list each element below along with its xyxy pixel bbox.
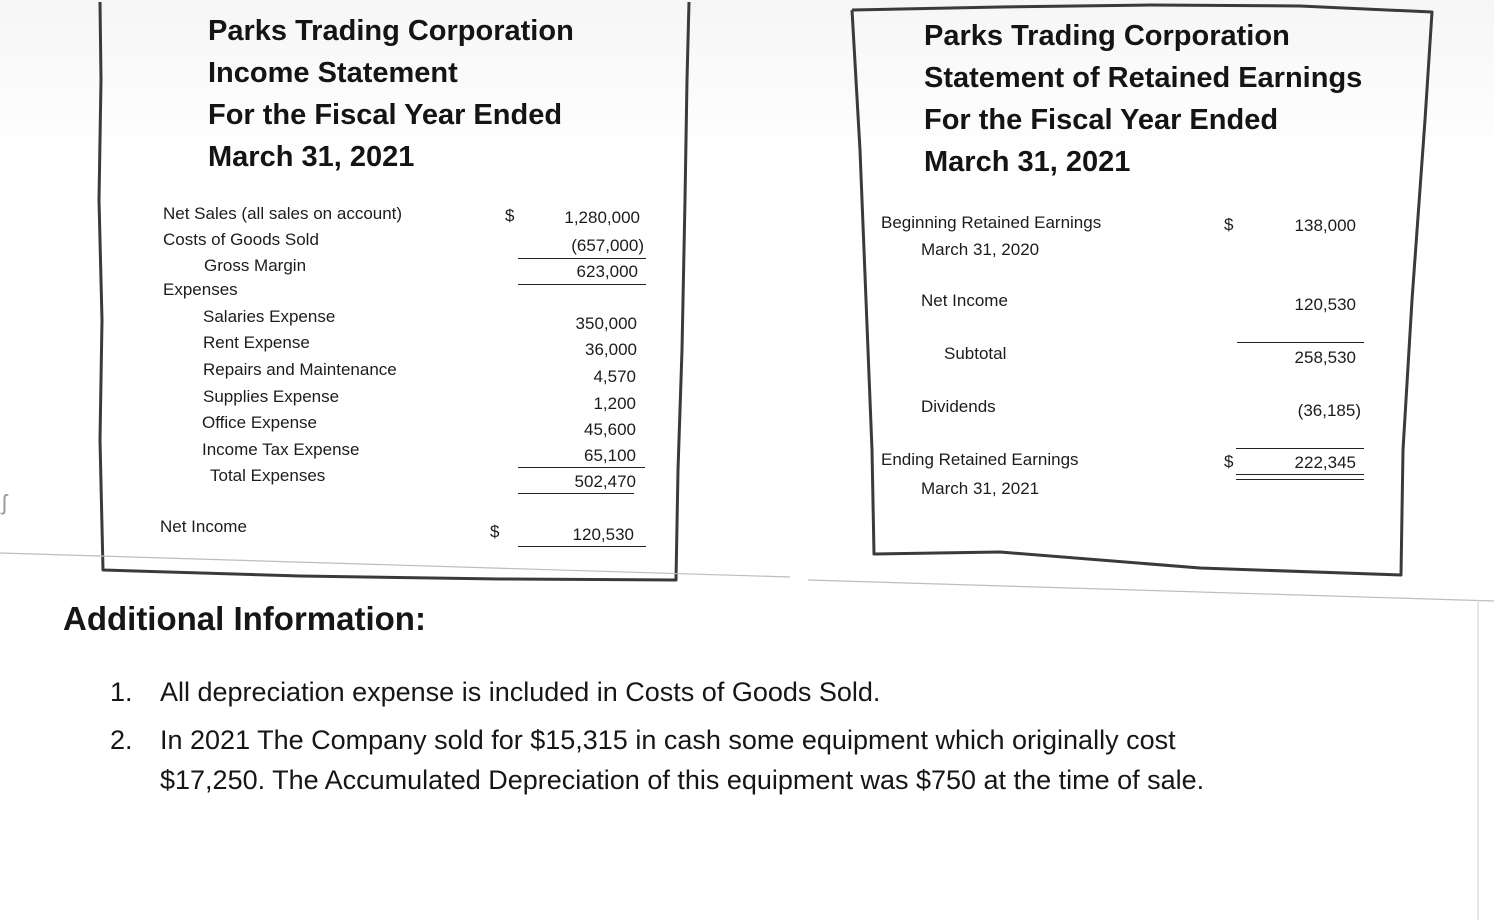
- dividends-underline: [1236, 448, 1364, 449]
- total-expenses-underline: [518, 493, 634, 494]
- income-statement-title: [208, 10, 574, 178]
- net-sales-amount: 1,280,000: [564, 208, 640, 227]
- net-income-underline: [1237, 342, 1364, 343]
- ending-re-date: March 31, 2021: [921, 479, 1040, 498]
- net-income-underline: [518, 546, 646, 547]
- cogs-underline: [518, 258, 646, 259]
- period-date: March 31, 2021: [924, 146, 1131, 178]
- scan-edge-mark: ʃ: [2, 490, 7, 515]
- company-name: Parks Trading Corporation: [924, 20, 1290, 52]
- expense-amount: 65,100: [584, 446, 636, 465]
- net-sales-dollar: $: [505, 206, 515, 225]
- beginning-re-date: March 31, 2020: [921, 240, 1040, 259]
- expense-label: Repairs and Maintenance: [203, 360, 397, 379]
- period-date: March 31, 2021: [208, 141, 415, 173]
- expense-label: Office Expense: [202, 413, 317, 432]
- beginning-re-label: Beginning Retained Earnings: [881, 213, 1102, 232]
- expense-label: Income Tax Expense: [202, 440, 360, 459]
- retained-earnings-title: [924, 15, 1362, 183]
- note-text: In 2021 The Company sold for $15,315 in cash some equipment which originally cost: [160, 725, 1176, 755]
- scan-edge-right: [808, 580, 1494, 601]
- statement-name: Statement of Retained Earnings: [924, 62, 1363, 94]
- net-income-dollar: $: [490, 522, 500, 541]
- ending-re-dollar: $: [1224, 452, 1234, 471]
- gross-margin-amount: 623,000: [576, 262, 638, 281]
- company-name: Parks Trading Corporation: [208, 15, 574, 47]
- statement-name: Income Statement: [208, 57, 458, 89]
- cogs-amount: (657,000): [571, 236, 644, 255]
- expense-amount: 1,200: [593, 394, 636, 413]
- note-item: [110, 672, 1204, 712]
- net-income-amount: 120,530: [1294, 295, 1356, 314]
- net-sales-label: Net Sales (all sales on account): [163, 204, 403, 223]
- net-income-label: Net Income: [160, 517, 247, 536]
- expense-label: Supplies Expense: [203, 387, 340, 406]
- subtotal-label: Subtotal: [944, 344, 1007, 363]
- period-line: For the Fiscal Year Ended: [208, 99, 563, 131]
- ending-re-double-underline-top: [1236, 474, 1364, 475]
- beginning-re-amount: 138,000: [1294, 216, 1356, 235]
- expense-amount: 36,000: [585, 340, 637, 359]
- net-income-label: Net Income: [921, 291, 1008, 310]
- ending-re-double-underline-bottom: [1236, 479, 1364, 480]
- expense-label: Rent Expense: [203, 333, 310, 352]
- expense-amount: 4,570: [593, 367, 636, 386]
- scan-edge-left: [0, 553, 790, 577]
- ending-re-amount: 222,345: [1294, 453, 1356, 472]
- dividends-amount: (36,185): [1297, 401, 1361, 420]
- cogs-label: Costs of Goods Sold: [163, 230, 319, 249]
- net-income-amount: 120,530: [572, 525, 634, 544]
- expense-amount: 350,000: [575, 314, 637, 333]
- expenses-label: Expenses: [163, 280, 238, 299]
- note-item: [110, 720, 1204, 800]
- ending-re-label: Ending Retained Earnings: [881, 450, 1079, 469]
- note-text: All depreciation expense is included in Costs of Goods Sold.: [160, 677, 881, 707]
- additional-info-heading: Additional Information:: [63, 600, 426, 637]
- total-expenses-amount: 502,470: [574, 472, 636, 491]
- expense-amount: 45,600: [584, 420, 636, 439]
- gross-margin-underline: [518, 284, 646, 285]
- total-expenses-label: Total Expenses: [210, 466, 326, 485]
- note-number: 1.: [110, 677, 133, 707]
- period-line: For the Fiscal Year Ended: [924, 104, 1279, 136]
- expenses-underline: [518, 467, 645, 468]
- subtotal-amount: 258,530: [1294, 348, 1356, 367]
- dividends-label: Dividends: [921, 397, 996, 416]
- additional-info-list: [110, 672, 1204, 800]
- note-text: $17,250. The Accumulated Depreciation of this equipment was $750 at the time of sale.: [160, 765, 1205, 795]
- beginning-re-dollar: $: [1224, 215, 1234, 234]
- expense-label: Salaries Expense: [203, 307, 336, 326]
- note-number: 2.: [110, 725, 133, 755]
- gross-margin-label: Gross Margin: [204, 256, 307, 275]
